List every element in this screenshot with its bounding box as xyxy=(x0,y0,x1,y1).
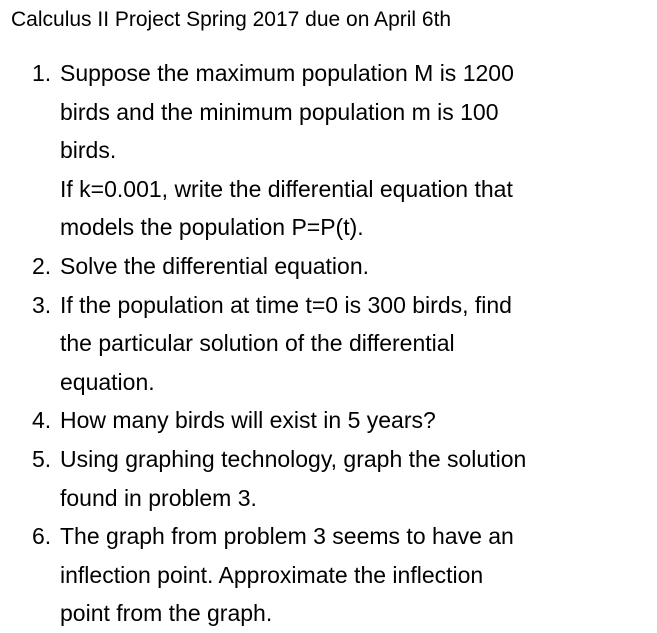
problem-number: 1. xyxy=(32,60,52,86)
problem-number: 3. xyxy=(32,291,52,318)
problem-text-line: inflection point. Approximate the inflection xyxy=(60,561,484,588)
problem-item-5 xyxy=(32,440,652,517)
problem-text-line: models the population P=P(t). xyxy=(60,214,364,241)
problem-item-1 xyxy=(32,54,652,247)
problem-number: 4. xyxy=(32,407,52,434)
problem-text-line: birds and the minimum population m is 100 xyxy=(60,98,499,125)
problem-text-line: If the population at time t=0 is 300 birds, find xyxy=(60,291,512,318)
problem-text-line: found in problem 3. xyxy=(60,484,257,511)
problem-item-4 xyxy=(32,401,652,440)
problem-number: 2. xyxy=(32,252,52,279)
problem-text-line: If k=0.001, write the differential equation that xyxy=(60,175,513,202)
problem-text-line: equation. xyxy=(60,368,155,395)
problem-text-line: Suppose the maximum population M is 1200 xyxy=(60,60,514,86)
problem-item-3 xyxy=(32,286,652,402)
problem-text-line: the particular solution of the differential xyxy=(60,330,455,357)
problem-list xyxy=(32,54,652,633)
problem-text-line: Solve the differential equation. xyxy=(60,252,370,279)
problem-item-6 xyxy=(32,517,652,633)
problem-number: 5. xyxy=(32,445,52,472)
problem-text-line: Using graphing technology, graph the solution xyxy=(60,445,527,472)
problem-text-line: point from the graph. xyxy=(60,600,273,627)
problem-item-2 xyxy=(32,247,652,286)
problem-text-line: The graph from problem 3 seems to have an xyxy=(60,523,514,550)
problem-number: 6. xyxy=(32,523,52,550)
document-title: Calculus II Project Spring 2017 due on April 6th xyxy=(11,8,452,31)
problem-text-line: birds. xyxy=(60,137,117,164)
problem-text-line: How many birds will exist in 5 years? xyxy=(60,407,436,434)
